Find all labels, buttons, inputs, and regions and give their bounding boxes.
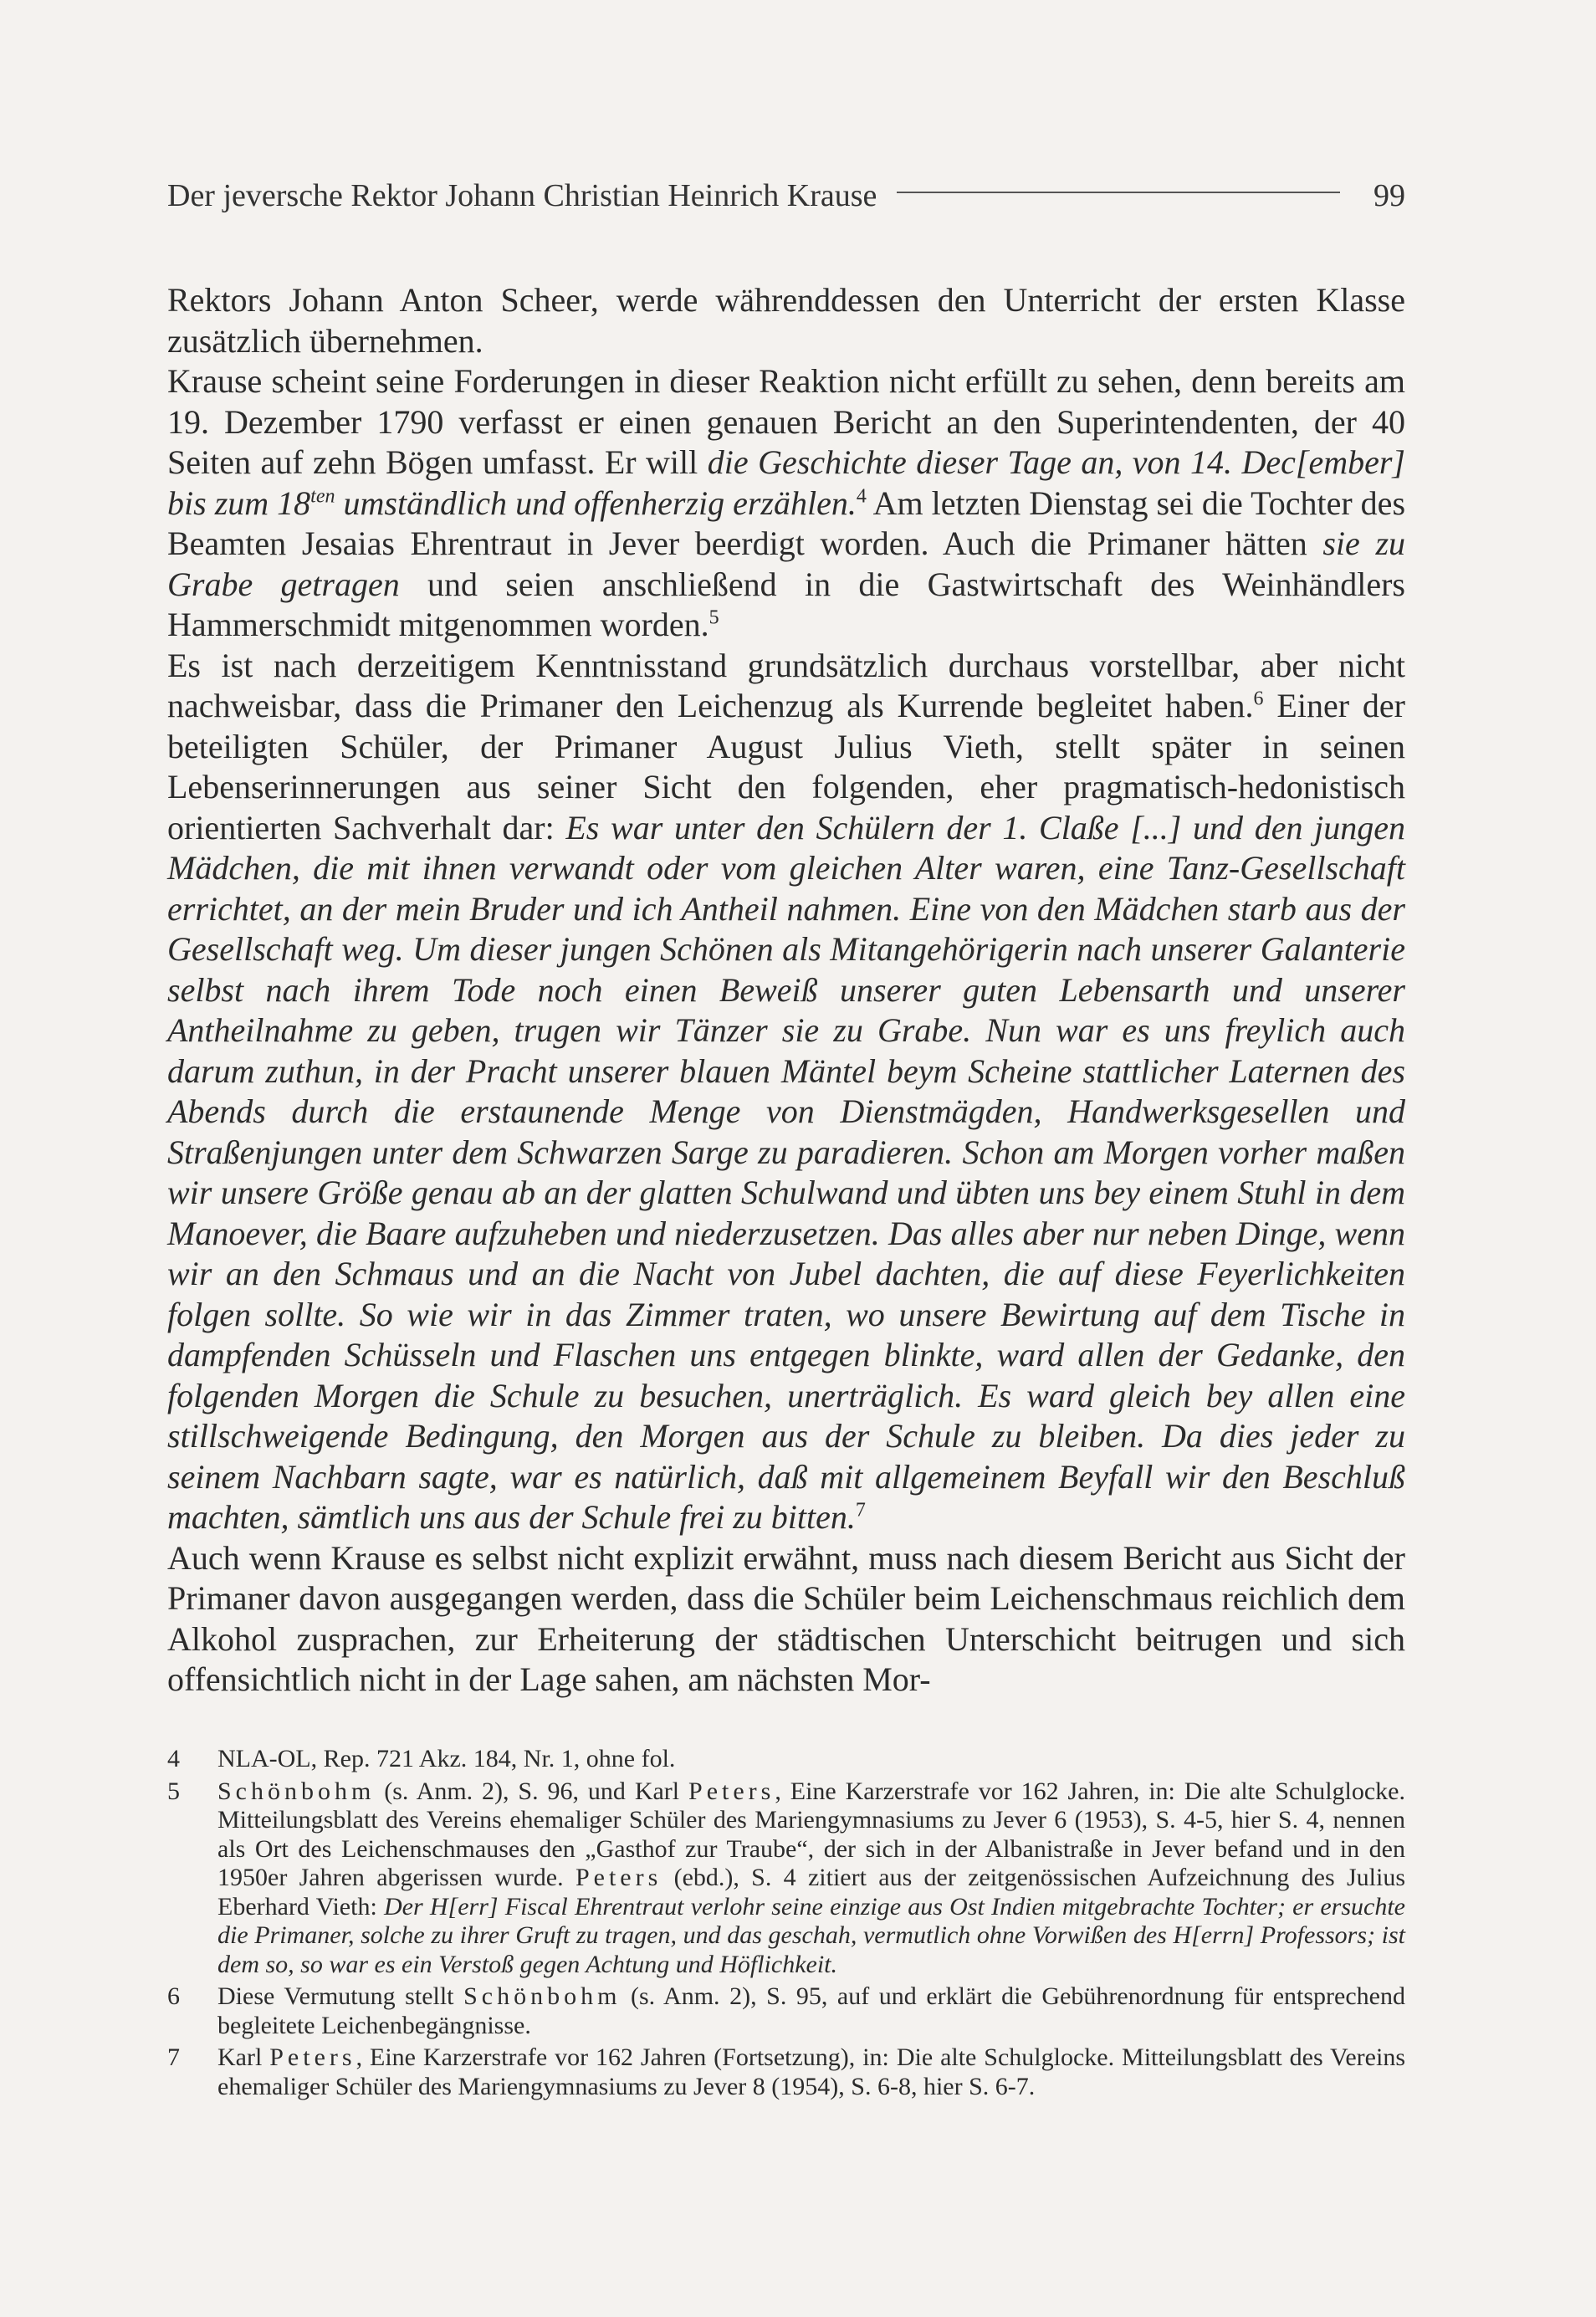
running-title: Der jeversche Rektor Johann Christian Heinrich Krause: [167, 178, 877, 213]
text-run: , Eine Karzerstrafe vor 162 Jahren, in: Die alte Schulglocke. Mitteilungsblatt des Vereins ehemaliger Schüler des Mariengymnasiums zu Jever 6 (1953), S. 4-5, hier S. 4, nennen als Ort des Leichenschmauses den „Gasthof zur Traube“, der sich in der Albanistraße in Jever befand und in den 1950er Jahren abgerissen wurde.: [217, 1777, 1406, 1891]
footnote-ref-6[interactable]: 6: [1253, 688, 1264, 710]
text-run: (ebd.), S. 4 zitiert aus der zeitgenössischen Aufzeichnung des Julius Eberhard Vieth:: [217, 1864, 1405, 1921]
author-name: Peters: [575, 1864, 662, 1891]
footnote-ref-5[interactable]: 5: [708, 606, 719, 629]
author-name: Peters: [269, 2043, 356, 2071]
quote-run: die Geschichte dieser Tage an, von 14. Dec[ember] bis zum 18: [167, 443, 1405, 522]
text-run: und seien anschließend in die Gastwirtschaft des Weinhändlers Hammerschmidt mitgenommen worden.: [167, 565, 1405, 643]
paragraph-4: Auch wenn Krause es selbst nicht explizit erwähnt, muss nach diesem Bericht aus Sicht der Primaner davon ausgegangen werden, dass die Schüler beim Leichenschmaus reichlich dem Alkohol zusprachen, zur Erheiterung der städtischen Unterschicht beitrugen und sich offensichtlich nicht in der Lage sahen, am nächsten Mor-: [167, 1538, 1405, 1698]
text-run: , Eine Karzerstrafe vor 162 Jahren (Fortsetzung), in: Die alte Schulglocke. Mitteilungsblatt des Vereins ehemaliger Schüler des Mariengymnasiums zu Jever 8 (1954), S. 6-8, hier S. 6-7.: [217, 2043, 1405, 2100]
main-text: [167, 280, 1405, 1701]
paragraph-3: [167, 646, 1405, 1538]
footnote-number: 7: [167, 2043, 180, 2071]
text-run: (s. Anm. 2), S. 95, auf und erklärt die Gebührenordnung für entsprechend begleitete Leichenbegängnisse.: [217, 1982, 1405, 2039]
paragraph-1: Rektors Johann Anton Scheer, werde währenddessen den Unterricht der ersten Klasse zusätzlich übernehmen.: [167, 281, 1405, 360]
footnote-text: [217, 2043, 1405, 2101]
text-run: (s. Anm. 2), S. 96, und Karl: [375, 1777, 689, 1805]
author-name: Schönbohm: [463, 1982, 622, 2010]
text-run: Krause scheint seine Forderungen in dieser Reaktion nicht erfüllt zu sehen, denn bereits am 19. Dezember 1790 verfasst er einen genauen Bericht an den Superintendenten, der 40 Seiten auf zehn Bögen umfasst. Er will: [167, 362, 1405, 481]
author-name: Schönbohm: [217, 1777, 376, 1805]
page-number: 99: [1373, 178, 1405, 213]
author-name: Peters: [688, 1777, 775, 1805]
quote-italic: Der H[err] Fiscal Ehrentraut verlohr seine einzige aus Ost Indien mitgebrachte Tochter; er ersuchte die Primaner, solche zu ihrer Gruft zu tragen, und das geschah, vermutlich ohne Vorwißen des H[errn] Professors; ist dem so, so war es ein Verstoß gegen Achtung und Höflichkeit.: [217, 1892, 1405, 1978]
footnotes: [167, 1745, 1405, 2105]
footnote-ref-4[interactable]: 4: [856, 485, 867, 508]
footnote-number: 5: [167, 1777, 180, 1805]
text-run: Karl: [217, 2043, 270, 2071]
footnote-number: 6: [167, 1982, 180, 2010]
footnote-text: [217, 1777, 1405, 1980]
footnote-5: [167, 1777, 1405, 1980]
footnote-6: [167, 1982, 1405, 2040]
text-run: Diese Vermutung stellt: [217, 1982, 464, 2010]
running-header: [167, 177, 1405, 214]
footnote-7: [167, 2043, 1405, 2101]
footnote-4: [167, 1745, 1405, 1774]
footnote-text: NLA-OL, Rep. 721 Akz. 184, Nr. 1, ohne fol.: [217, 1745, 676, 1772]
header-rule: [897, 192, 1340, 193]
quote-run: umständlich und offenherzig erzählen.: [335, 483, 857, 522]
paragraph-2: [167, 361, 1405, 646]
superscript: ten: [310, 485, 335, 508]
footnote-ref-7[interactable]: 7: [855, 1499, 866, 1522]
footnote-number: 4: [167, 1745, 180, 1772]
text-run: Einer der beteiligten Schüler, der Primaner August Julius Vieth, stellt später in seinen Lebenserinnerungen aus seiner Sicht den folgenden, eher pragmatisch-hedonistisch orientierten Sachverhalt dar:: [167, 687, 1405, 846]
quote-italic: sie zu Grabe getragen: [167, 524, 1406, 603]
block-quote-italic: Es war unter den Schülern der 1. Claße [...] und den jungen Mädchen, die mit ihnen verwandt oder vom gleichen Alter waren, eine Tanz-Gesellschaft errichtet, an der mein Bruder und ich Antheil nahmen. Eine von den Mädchen starb aus der Gesellschaft weg. Um dieser jungen Schönen als Mitangehörigerin nach unserer Galanterie selbst nach ihrem Tode noch einen Beweiß unserer guten Lebensarth und unserer Antheilnahme zu geben, trugen wir Tänzer sie zu Grabe. Nun war es uns freylich auch darum zuthun, in der Pracht unserer blauen Mäntel beym Scheine stattlicher Laternen des Abends durch die erstaunende Menge von Dienstmägden, Handwerksgesellen und Straßenjungen unter dem Schwarzen Sarge zu paradieren. Schon am Morgen vorher maßen wir unsere Größe genau ab an der glatten Schulwand und übten uns bey einem Stuhl in dem Manoever, die Baare aufzuheben und niederzusetzen. Das alles aber nur neben Dinge, wenn wir an den Schmaus und an die Nacht von Jubel dachten, die auf diese Feyerlichkeiten folgen sollte. So wie wir in das Zimmer traten, wo unsere Bewirtung auf dem Tische in dampfenden Schüsseln und Flaschen uns entgegen blinkte, ward allen der Gedanke, den folgenden Morgen die Schule zu besuchen, unerträglich. Es ward gleich bey allen eine stillschweigende Bedingung, den Morgen aus der Schule zu bleiben. Da dies jeder zu seinem Nachbarn sagte, war es natürlich, daß mit allgemeinem Beyfall wir den Beschluß machten, sämtlich uns aus der Schule frei zu bitten.: [167, 808, 1405, 1536]
text-run: Es ist nach derzeitigem Kenntnisstand grundsätzlich durchaus vorstellbar, aber nicht nachweisbar, dass die Primaner den Leichenzug als Kurrende begleitet haben.: [167, 646, 1405, 724]
footnote-text: [217, 1982, 1405, 2040]
text-run: Am letzten Dienstag sei die Tochter des Beamten Jesaias Ehrentraut in Jever beerdigt worden. Auch die Primaner hätten: [167, 483, 1406, 562]
